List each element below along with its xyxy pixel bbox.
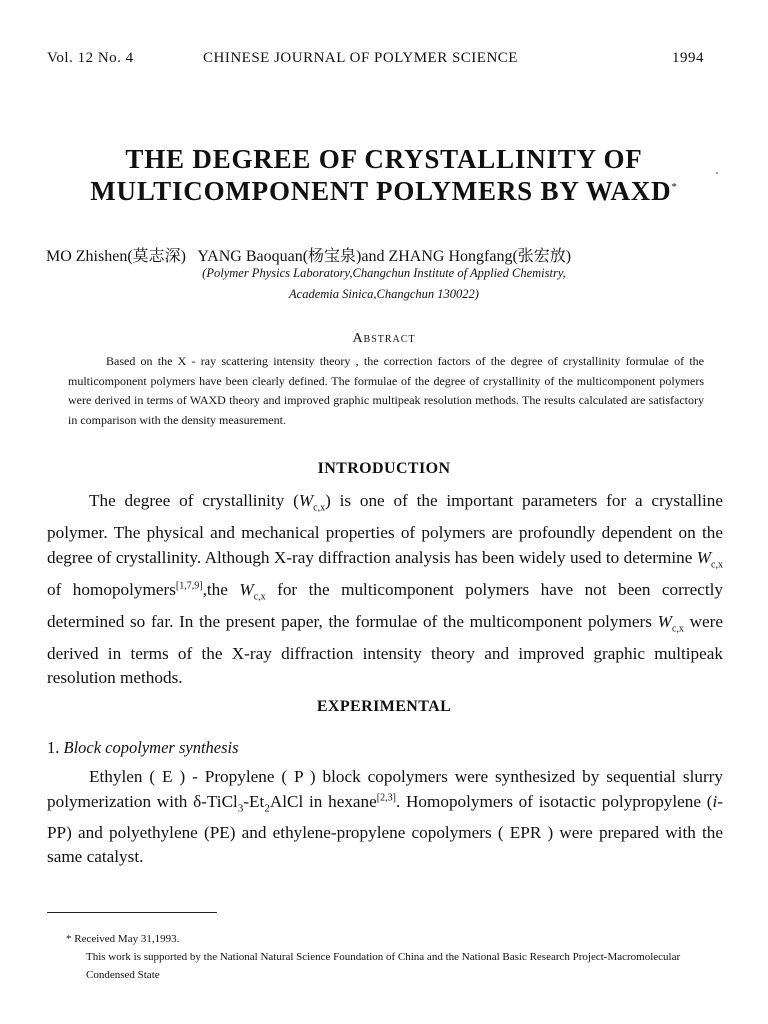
footnote-support: This work is supported by the National Natural Science Foundation of China and the National Basic Research Project-Macromolecular Condensed State bbox=[86, 951, 681, 981]
exp-text-e: AlCl in hexane bbox=[269, 791, 377, 811]
wcx-symbol: W bbox=[657, 611, 672, 631]
intro-text-a: The degree of crystallinity ( bbox=[89, 491, 299, 510]
introduction-paragraph bbox=[47, 489, 723, 691]
wcx-symbol: W bbox=[298, 491, 314, 510]
wcx-subscript: c,x bbox=[313, 502, 326, 514]
affiliation-line-1: (Polymer Physics Laboratory,Changchun Institute of Applied Chemistry, bbox=[202, 266, 566, 280]
intro-text-c: of homopolymers bbox=[47, 579, 176, 599]
reference-marker: [1,7,9] bbox=[175, 579, 203, 591]
wcx-subscript: c,x bbox=[671, 623, 684, 635]
exp-text-a: Ethylen ( E ) - Propylene ( P ) block copolymers were synthesized by sequential slurry polymerization with δ-TiCl bbox=[47, 767, 723, 811]
exp-text-c: -Et bbox=[243, 791, 265, 811]
introduction-body bbox=[47, 489, 723, 691]
intro-text-f: were derived in terms of the X-ray diffraction intensity theory and improved graphic multipeak resolution methods. bbox=[47, 611, 723, 688]
experimental-heading: EXPERIMENTAL bbox=[316, 698, 452, 715]
affiliation-line-2: Academia Sinica,Changchun 130022) bbox=[289, 287, 479, 301]
exp-text-f: . Homopolymers of isotactic polypropylene ( bbox=[395, 791, 713, 811]
wcx-subscript: c,x bbox=[711, 559, 723, 571]
abstract-heading-text: Abstract bbox=[352, 331, 416, 346]
authors: MO Zhishen(莫志深) YANG Baoquan(杨宝泉)and ZHANG Hongfang(张宏放) bbox=[46, 248, 572, 265]
footnote-mark: * bbox=[66, 933, 72, 945]
exp-italic-i: i bbox=[712, 791, 718, 811]
wcx-subscript: c,x bbox=[253, 591, 266, 603]
subsection-title: Block copolymer synthesis bbox=[63, 738, 239, 757]
abstract-text: Based on the X - ray scattering intensity theory , the correction factors of the degree of crystallinity formulae of the multicomponent polymers have been clearly defined. The formulae of the degree of crystallinity of the multicomponent polymers were derived in terms of WAXD theory and improved graphic multipeak resolution methods. The results calculated are satisfactory in comparison with the density measurement. bbox=[68, 354, 704, 427]
intro-text-b: ) is one of the important parameters for a crystalline polymer. The physical and mechanical properties of polymers are profoundly dependent on the degree of crystallinity. Although X-ray diffraction analysis has been widely used to determine bbox=[47, 491, 723, 567]
reference-marker: [2,3] bbox=[376, 791, 396, 803]
header-year: 1994 bbox=[672, 50, 704, 66]
title-line-2 bbox=[0, 176, 768, 207]
title-line-1: THE DEGREE OF CRYSTALLINITY OF bbox=[125, 144, 643, 174]
abstract-body bbox=[68, 352, 704, 430]
footnote-received bbox=[66, 930, 726, 948]
footnote-rule bbox=[47, 912, 217, 913]
exp-sub-3: 3 bbox=[237, 802, 244, 815]
subsection-heading bbox=[47, 738, 239, 758]
experimental-paragraph bbox=[47, 765, 723, 870]
footnote-received-text: Received May 31,1993. bbox=[74, 933, 180, 945]
subsection-number: 1. bbox=[47, 738, 60, 757]
abstract-heading bbox=[0, 331, 768, 347]
speck-mark bbox=[716, 172, 718, 174]
title-line-2-text: MULTICOMPONENT POLYMERS BY WAXD bbox=[90, 176, 672, 206]
header-journal: CHINESE JOURNAL OF POLYMER SCIENCE bbox=[203, 50, 518, 66]
exp-text-h: -PP) and polyethylene (PE) and ethylene-propylene copolymers ( EPR ) were prepared with the same catalyst. bbox=[47, 791, 723, 867]
experimental-body bbox=[47, 765, 723, 870]
wcx-symbol: W bbox=[696, 547, 712, 567]
exp-sub-2: 2 bbox=[264, 802, 270, 815]
wcx-symbol: W bbox=[239, 579, 254, 599]
introduction-heading: INTRODUCTION bbox=[317, 460, 451, 477]
header-volume: Vol. 12 No. 4 bbox=[47, 50, 134, 66]
intro-text-e: for the multicomponent polymers have not been correctly determined so far. In the present paper, the formulae of the multicomponent polymers bbox=[47, 579, 724, 631]
title-footnote-mark: * bbox=[671, 181, 678, 193]
intro-text-d: ,the bbox=[202, 579, 240, 599]
